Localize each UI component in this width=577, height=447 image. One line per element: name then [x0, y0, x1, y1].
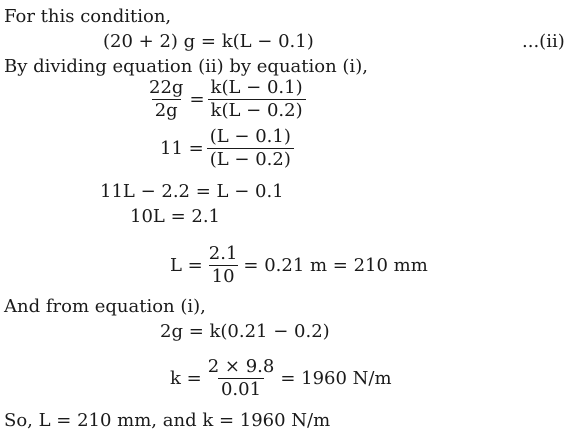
fraction-numerator: (L − 0.1) [209, 126, 291, 147]
fraction-denominator: (L − 0.2) [207, 148, 294, 170]
from-equation-i-text: And from equation (i), [4, 296, 206, 317]
conclusion-text: So, L = 210 mm, and k = 1960 N/m [4, 410, 331, 431]
divide-instruction: By dividing equation (ii) by equation (i), [4, 56, 368, 77]
k-rhs: = 1960 N/m [280, 368, 392, 389]
eleven-equation [160, 127, 297, 170]
fraction-numerator: 2 × 9.8 [207, 356, 275, 377]
fraction-k-value [205, 357, 278, 400]
equation-i-substituted: 2g = k(0.21 − 0.2) [160, 321, 330, 342]
fraction-2.1-over-10 [206, 244, 241, 287]
equation-ii: (20 + 2) g = k(L − 0.1) [103, 31, 314, 52]
ratio-equation [143, 78, 309, 121]
fraction-denominator: 0.01 [218, 378, 264, 400]
fraction-numerator: 22g [149, 77, 184, 98]
L-lhs: L = [170, 255, 203, 276]
k-result-equation [170, 357, 392, 400]
fraction-22g-over-2g [146, 78, 186, 121]
eleven-lhs: 11 = [160, 138, 204, 159]
fraction-denominator: 10 [209, 265, 238, 287]
fraction-k-ratio [208, 78, 306, 121]
equals-sign: = [189, 89, 205, 110]
equation-ii-reference: ...(ii) [522, 31, 565, 52]
fraction-denominator: k(L − 0.2) [208, 99, 306, 121]
L-result-equation [170, 244, 428, 287]
step-linear-equation: 11L − 2.2 = L − 0.1 [100, 181, 284, 202]
L-rhs: = 0.21 m = 210 mm [243, 255, 428, 276]
intro-text: For this condition, [4, 6, 172, 27]
step-10L: 10L = 2.1 [130, 206, 221, 227]
fraction-denominator: 2g [152, 99, 181, 121]
fraction-numerator: k(L − 0.1) [210, 77, 303, 98]
fraction-numerator: 2.1 [208, 243, 238, 264]
fraction-L-ratio [207, 127, 294, 170]
k-lhs: k = [170, 368, 202, 389]
